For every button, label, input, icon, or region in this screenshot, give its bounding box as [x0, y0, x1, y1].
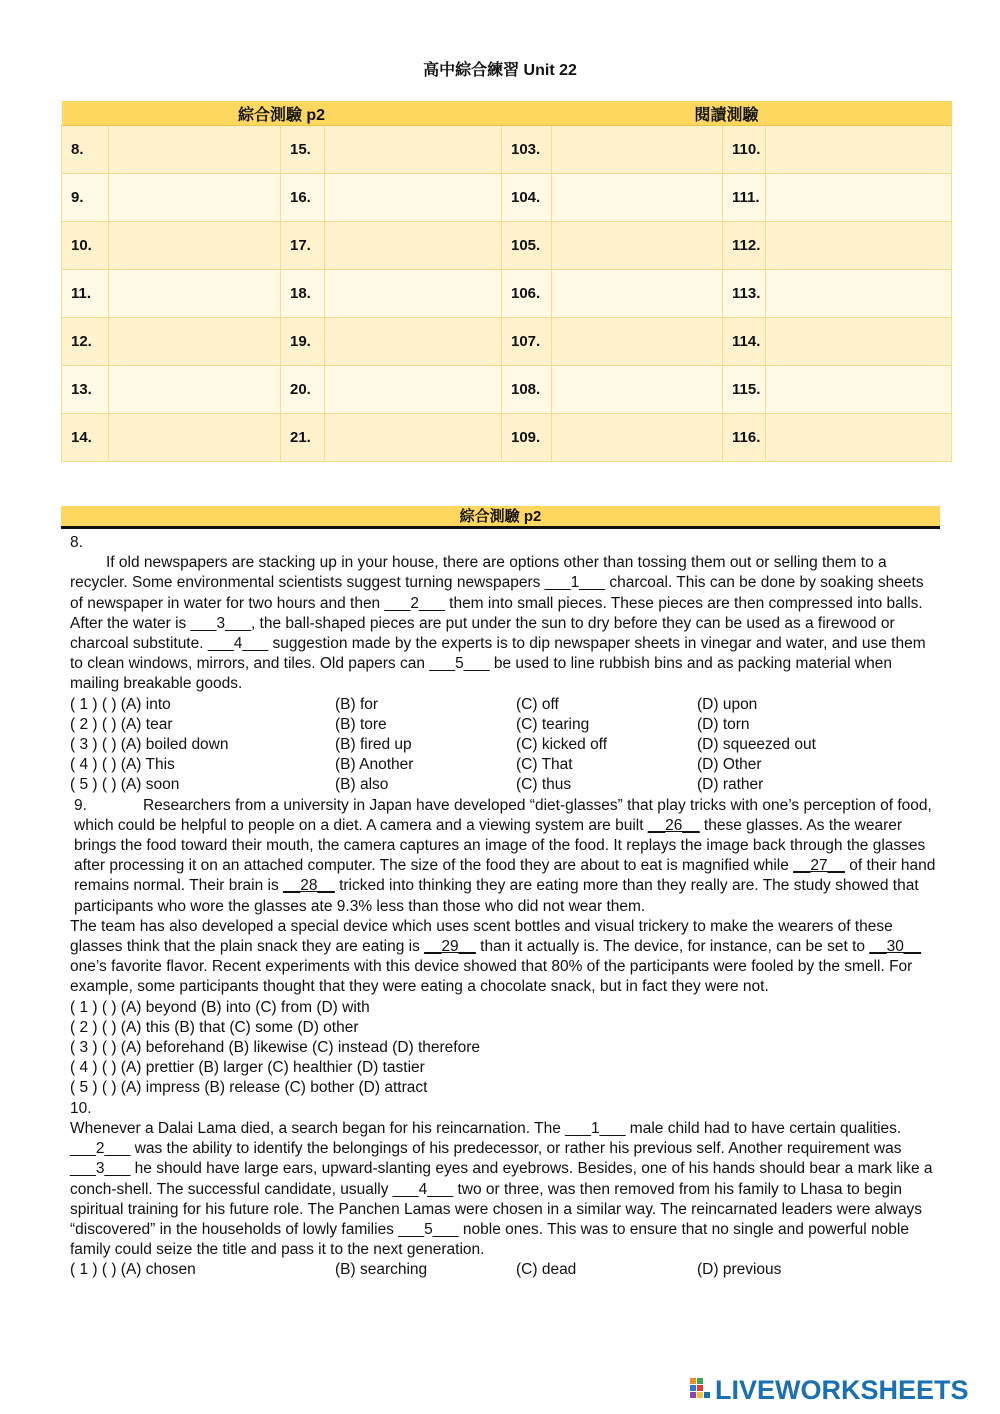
option-choice[interactable]: (B) also — [335, 776, 389, 794]
answer-number: 15. — [281, 126, 325, 174]
answer-input-cell[interactable] — [766, 318, 952, 366]
option-choice[interactable]: (D) squeezed out — [697, 736, 816, 754]
q10-number: 10. — [70, 1099, 92, 1117]
q9-passage-1 — [70, 796, 940, 917]
answer-number: 116. — [723, 414, 766, 462]
answer-input-cell[interactable] — [325, 126, 502, 174]
answer-number: 103. — [502, 126, 552, 174]
option-choice[interactable]: (B) fired up — [335, 736, 412, 754]
answer-input-cell[interactable] — [766, 174, 952, 222]
option-choice[interactable]: ( 5 ) ( ) (A) soon — [70, 776, 180, 794]
answer-number: 20. — [281, 366, 325, 414]
answer-number: 110. — [723, 126, 766, 174]
answer-input-cell[interactable] — [109, 366, 281, 414]
answer-input-cell[interactable] — [552, 270, 723, 318]
answer-input-cell[interactable] — [325, 222, 502, 270]
answer-input-cell[interactable] — [325, 174, 502, 222]
answer-number: 12. — [62, 318, 109, 366]
option-choice[interactable]: (C) off — [516, 695, 559, 713]
answer-number: 104. — [502, 174, 552, 222]
answer-row — [62, 270, 952, 318]
answer-input-cell[interactable] — [325, 414, 502, 462]
option-choice[interactable]: (B) for — [335, 695, 379, 713]
answer-row — [62, 366, 952, 414]
option-choice[interactable]: (C) dead — [516, 1261, 577, 1279]
option-row — [70, 715, 940, 735]
page-title: 高中綜合練習 Unit 22 — [423, 62, 577, 79]
answer-number: 19. — [281, 318, 325, 366]
option-row[interactable]: ( 1 ) ( ) (A) beyond (B) into (C) from (D) with — [70, 998, 370, 1016]
answer-number: 106. — [502, 270, 552, 318]
answer-input-cell[interactable] — [766, 414, 952, 462]
answer-number: 114. — [723, 318, 766, 366]
answer-input-cell[interactable] — [325, 270, 502, 318]
answer-number: 16. — [281, 174, 325, 222]
header-cloze-test: 綜合測驗 p2 — [62, 101, 502, 126]
q9-options — [70, 998, 940, 1099]
answer-row — [62, 222, 952, 270]
answer-input-cell[interactable] — [552, 366, 723, 414]
answer-number: 113. — [723, 270, 766, 318]
option-row — [70, 775, 940, 795]
q9-text-1d: tricked into thinking they are eating more than they really are. The study showed that participants who wore the glasses ate 9.3% less than those who did not wear them. — [74, 877, 919, 915]
option-row[interactable]: ( 3 ) ( ) (A) beforehand (B) likewise (C) instead (D) therefore — [70, 1039, 481, 1057]
liveworksheets-logo-text: LIVEWORKSHEETS — [715, 1374, 969, 1405]
answer-number: 107. — [502, 318, 552, 366]
option-choice[interactable]: (D) torn — [697, 715, 750, 733]
liveworksheets-logo-icon — [690, 1376, 712, 1404]
answer-input-cell[interactable] — [109, 126, 281, 174]
answer-number: 21. — [281, 414, 325, 462]
option-choice[interactable]: (B) tore — [335, 715, 387, 733]
blank-30[interactable]: __30__ — [869, 938, 922, 956]
section-title-bar: 綜合測驗 p2 — [61, 506, 940, 529]
answer-number: 17. — [281, 222, 325, 270]
answer-row — [62, 126, 952, 174]
answer-input-cell[interactable] — [109, 174, 281, 222]
answer-input-cell[interactable] — [552, 318, 723, 366]
answer-row — [62, 174, 952, 222]
option-choice[interactable]: (C) kicked off — [516, 736, 608, 754]
q9-number: 9. — [74, 796, 87, 814]
answer-input-cell[interactable] — [325, 366, 502, 414]
q8-passage: If old newspapers are stacking up in your house, there are options other than tossing them out or selling them to a recycler. Some environmental scientists suggest turning newspapers ___1___ charcoal. This can be done by soaking sheets of newspaper in water for two hours and then ___2___ them into small pieces. These pieces are then compressed into balls. After the water is ___3___, the ball-shaped pieces are put under the sun to dry before they can be used as a firewood or charcoal substitute. ___4___ suggestion made by the experts is to dip newspaper sheets in vinegar and water, and use them to clean windows, mirrors, and tiles. Old papers can ___5___ be used to line rubbish bins and as packing material when mailing breakable goods. — [70, 554, 926, 693]
answer-number: 11. — [62, 270, 109, 318]
answer-input-cell[interactable] — [766, 126, 952, 174]
answer-number: 9. — [62, 174, 109, 222]
answer-number: 109. — [502, 414, 552, 462]
liveworksheets-logo — [690, 1374, 990, 1406]
option-row[interactable]: ( 2 ) ( ) (A) this (B) that (C) some (D) other — [70, 1018, 359, 1036]
option-row[interactable]: ( 5 ) ( ) (A) impress (B) release (C) bother (D) attract — [70, 1079, 428, 1097]
option-choice[interactable]: (D) previous — [697, 1261, 782, 1279]
answer-input-cell[interactable] — [109, 270, 281, 318]
option-row — [70, 735, 940, 755]
option-choice[interactable]: ( 3 ) ( ) (A) boiled down — [70, 736, 229, 754]
q9-text-2a: The team has also developed a special device which uses scent bottles and visual trickery to make the wearers of these glasses think that the plain snack they are eating is — [70, 917, 893, 956]
option-choice[interactable]: (D) upon — [697, 695, 758, 713]
answer-table — [61, 101, 952, 462]
option-choice[interactable]: (D) rather — [697, 776, 764, 794]
option-choice[interactable]: (C) thus — [516, 776, 572, 794]
q9-text-2c: one’s favorite flavor. Recent experiments with this device showed that 80% of the participants were fooled by the smell. For example, some participants thought that they were eating a chocolate snack, but in fact they were not. — [70, 958, 913, 996]
blank-29[interactable]: __29__ — [424, 938, 476, 956]
answer-input-cell[interactable] — [552, 414, 723, 462]
answer-input-cell[interactable] — [109, 222, 281, 270]
option-choice[interactable]: ( 4 ) ( ) (A) This — [70, 756, 175, 774]
answer-number: 111. — [723, 174, 766, 222]
q9-text-1c: of their hand remains normal. Their brain is — [74, 857, 936, 895]
option-choice[interactable]: ( 1 ) ( ) (A) into — [70, 695, 171, 713]
option-row — [70, 695, 940, 715]
header-reading-test: 閱讀測驗 — [502, 101, 952, 126]
option-choice[interactable]: (B) searching — [335, 1261, 428, 1279]
answer-input-cell[interactable] — [766, 222, 952, 270]
answer-row — [62, 414, 952, 462]
answer-number: 14. — [62, 414, 109, 462]
option-row — [70, 1260, 940, 1280]
option-choice[interactable]: ( 2 ) ( ) (A) tear — [70, 715, 173, 733]
answer-number: 10. — [62, 222, 109, 270]
answer-number: 13. — [62, 366, 109, 414]
q8-options — [70, 695, 940, 796]
option-choice[interactable]: (B) Another — [335, 756, 414, 774]
answer-input-cell[interactable] — [766, 270, 952, 318]
q9-passage-2 — [70, 917, 940, 998]
answer-number: 105. — [502, 222, 552, 270]
answer-input-cell[interactable] — [109, 414, 281, 462]
answer-number: 112. — [723, 222, 766, 270]
answer-input-cell[interactable] — [552, 222, 723, 270]
answer-number: 8. — [62, 126, 109, 174]
answer-number: 108. — [502, 366, 552, 414]
blank-28[interactable]: __28__ — [283, 877, 335, 895]
option-choice[interactable]: (C) tearing — [516, 715, 590, 733]
q8-number: 8. — [70, 534, 83, 551]
answer-input-cell[interactable] — [766, 366, 952, 414]
blank-26[interactable]: __26__ — [647, 816, 700, 834]
answer-input-cell[interactable] — [552, 126, 723, 174]
q10-options — [70, 1260, 940, 1280]
content-area — [70, 533, 940, 1281]
option-choice[interactable]: (D) Other — [697, 756, 762, 774]
q10-passage: Whenever a Dalai Lama died, a search began for his reincarnation. The ___1___ male child had to have certain qualities. ___2___ was the ability to identify the belongings of his predecessor, or rather his previous self. Another requirement was ___3___ he should have large ears, upward-slanting eyes and eyebrows. Besides, one of his hands should bear a mark like a conch-shell. The successful candidate, usually ___4___ two or three, was then removed from his family to Lhasa to begin spiritual training for his future role. The Panchen Lamas were chosen in a similar way. The reincarnated leaders were always “discovered” in the households of lowly families ___5___ noble ones. This was to ensure that no single and powerful noble family could seize the title and pass it to the next generation. — [70, 1119, 933, 1259]
answer-input-cell[interactable] — [325, 318, 502, 366]
option-row[interactable]: ( 4 ) ( ) (A) prettier (B) larger (C) healthier (D) tastier — [70, 1059, 425, 1077]
answer-row — [62, 318, 952, 366]
option-choice[interactable]: (C) That — [516, 756, 573, 774]
answer-number: 18. — [281, 270, 325, 318]
answer-number: 115. — [723, 366, 766, 414]
answer-input-cell[interactable] — [552, 174, 723, 222]
option-choice[interactable]: ( 1 ) ( ) (A) chosen — [70, 1261, 196, 1279]
q9-text-1a: Researchers from a university in Japan have developed “diet-glasses” that play tricks with one’s perception of food, which could be helpful to people on a diet. A camera and a viewing system are built — [74, 796, 932, 834]
q9-text-1b: these glasses. As the wearer brings the food toward their mouth, the camera captures an image of the food. It replays the image back through the glasses after processing it on an attached computer. The size of the food they are about to eat is magnified while — [74, 816, 926, 875]
blank-27[interactable]: __27__ — [793, 857, 845, 875]
q9-text-2b: than it actually is. The device, for instance, can be set to — [475, 938, 870, 956]
answer-input-cell[interactable] — [109, 318, 281, 366]
option-row — [70, 755, 940, 775]
